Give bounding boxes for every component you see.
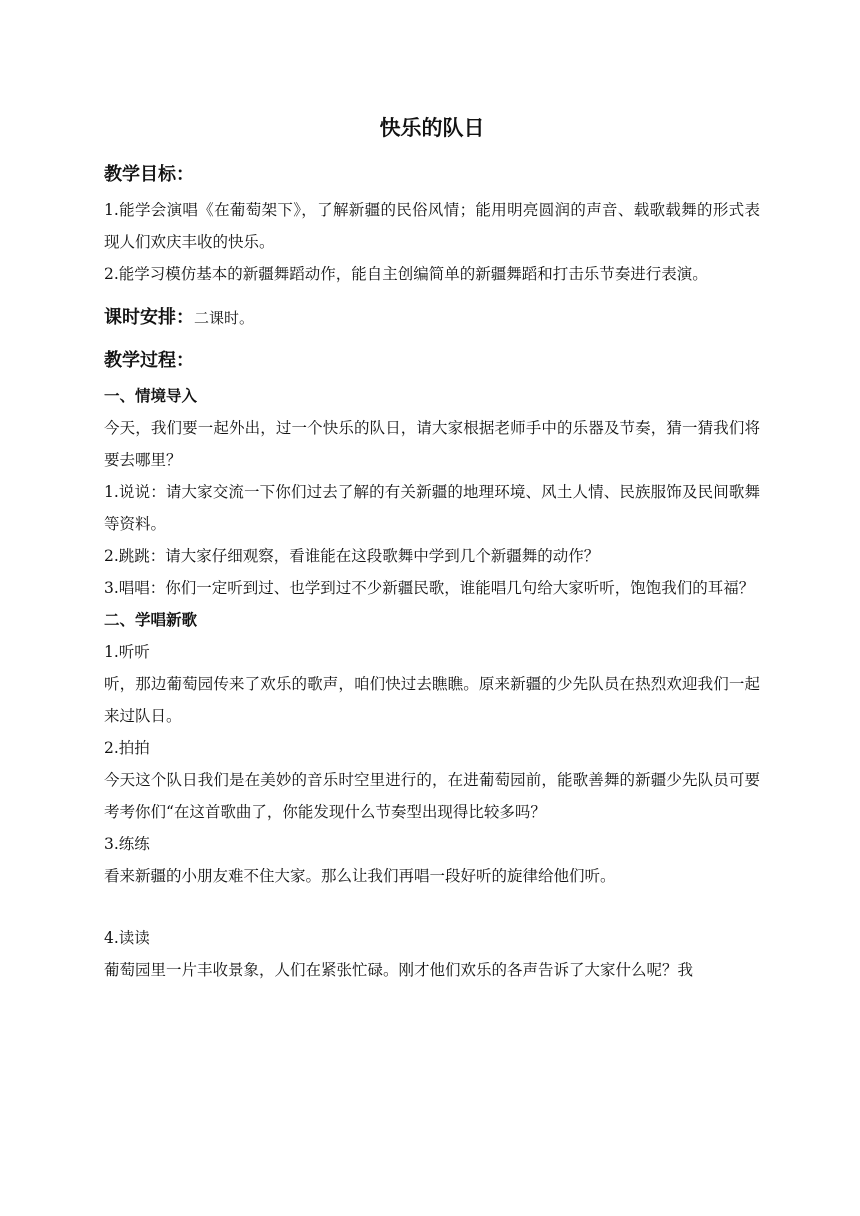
section1-heading: 一、情境导入: [104, 387, 198, 405]
document-title: 快乐的队日: [379, 116, 485, 140]
paragraph-gap: [104, 892, 760, 922]
step1-title: 1.听听: [104, 643, 150, 661]
objectives-section: [104, 160, 760, 290]
section1-item-1: 1.说说：请大家交流一下你们过去了解的有关新疆的地理环境、风土人情、民族服饰及民间歌舞等资料。: [104, 483, 760, 533]
step2-text: 今天这个队日我们是在美妙的音乐时空里进行的，在进葡萄园前，能歌善舞的新疆少先队员可要考考你们“在这首歌曲了，你能发现什么节奏型出现得比较多吗？: [104, 771, 760, 821]
objective-item-1: 1.能学会演唱《在葡萄架下》，了解新疆的民俗风情；能用明亮圆润的声音、载歌载舞的形式表现人们欢庆丰收的快乐。: [104, 201, 760, 251]
objective-item-2: 2.能学习模仿基本的新疆舞蹈动作，能自主创编简单的新疆舞蹈和打击乐节奏进行表演。: [104, 265, 708, 283]
section1-item-3: 3.唱唱：你们一定听到过、也学到过不少新疆民歌，谁能唱几句给大家听听，饱饱我们的耳福？: [104, 579, 755, 597]
schedule-section: [104, 298, 760, 338]
step1-text: 听，那边葡萄园传来了欢乐的歌声，咱们快过去瞧瞧。原来新疆的少先队员在热烈欢迎我们一起来过队日。: [104, 675, 760, 725]
schedule-heading: 课时安排：: [104, 307, 194, 328]
section1-item-2: 2.跳跳：请大家仔细观察，看谁能在这段歌舞中学到几个新疆舞的动作？: [104, 547, 600, 565]
section2-heading: 二、学唱新歌: [104, 611, 198, 629]
process-section: [104, 346, 760, 986]
section1-intro: 今天，我们要一起外出，过一个快乐的队日，请大家根据老师手中的乐器及节奏，猜一猜我们将要去哪里？: [104, 419, 760, 469]
document-page: [104, 108, 760, 986]
schedule-value: 二课时。: [194, 309, 255, 327]
step3-text: 看来新疆的小朋友难不住大家。那么让我们再唱一段好听的旋律给他们听。: [104, 867, 616, 885]
step2-title: 2.拍拍: [104, 739, 150, 757]
step3-title: 3.练练: [104, 835, 150, 853]
step4-title: 4.读读: [104, 929, 150, 947]
step4-text: 葡萄园里一片丰收景象，人们在紧张忙碌。刚才他们欢乐的各声告诉了大家什么呢？我: [104, 961, 694, 979]
objectives-heading: 教学目标：: [104, 164, 194, 185]
process-heading: 教学过程：: [104, 350, 194, 371]
